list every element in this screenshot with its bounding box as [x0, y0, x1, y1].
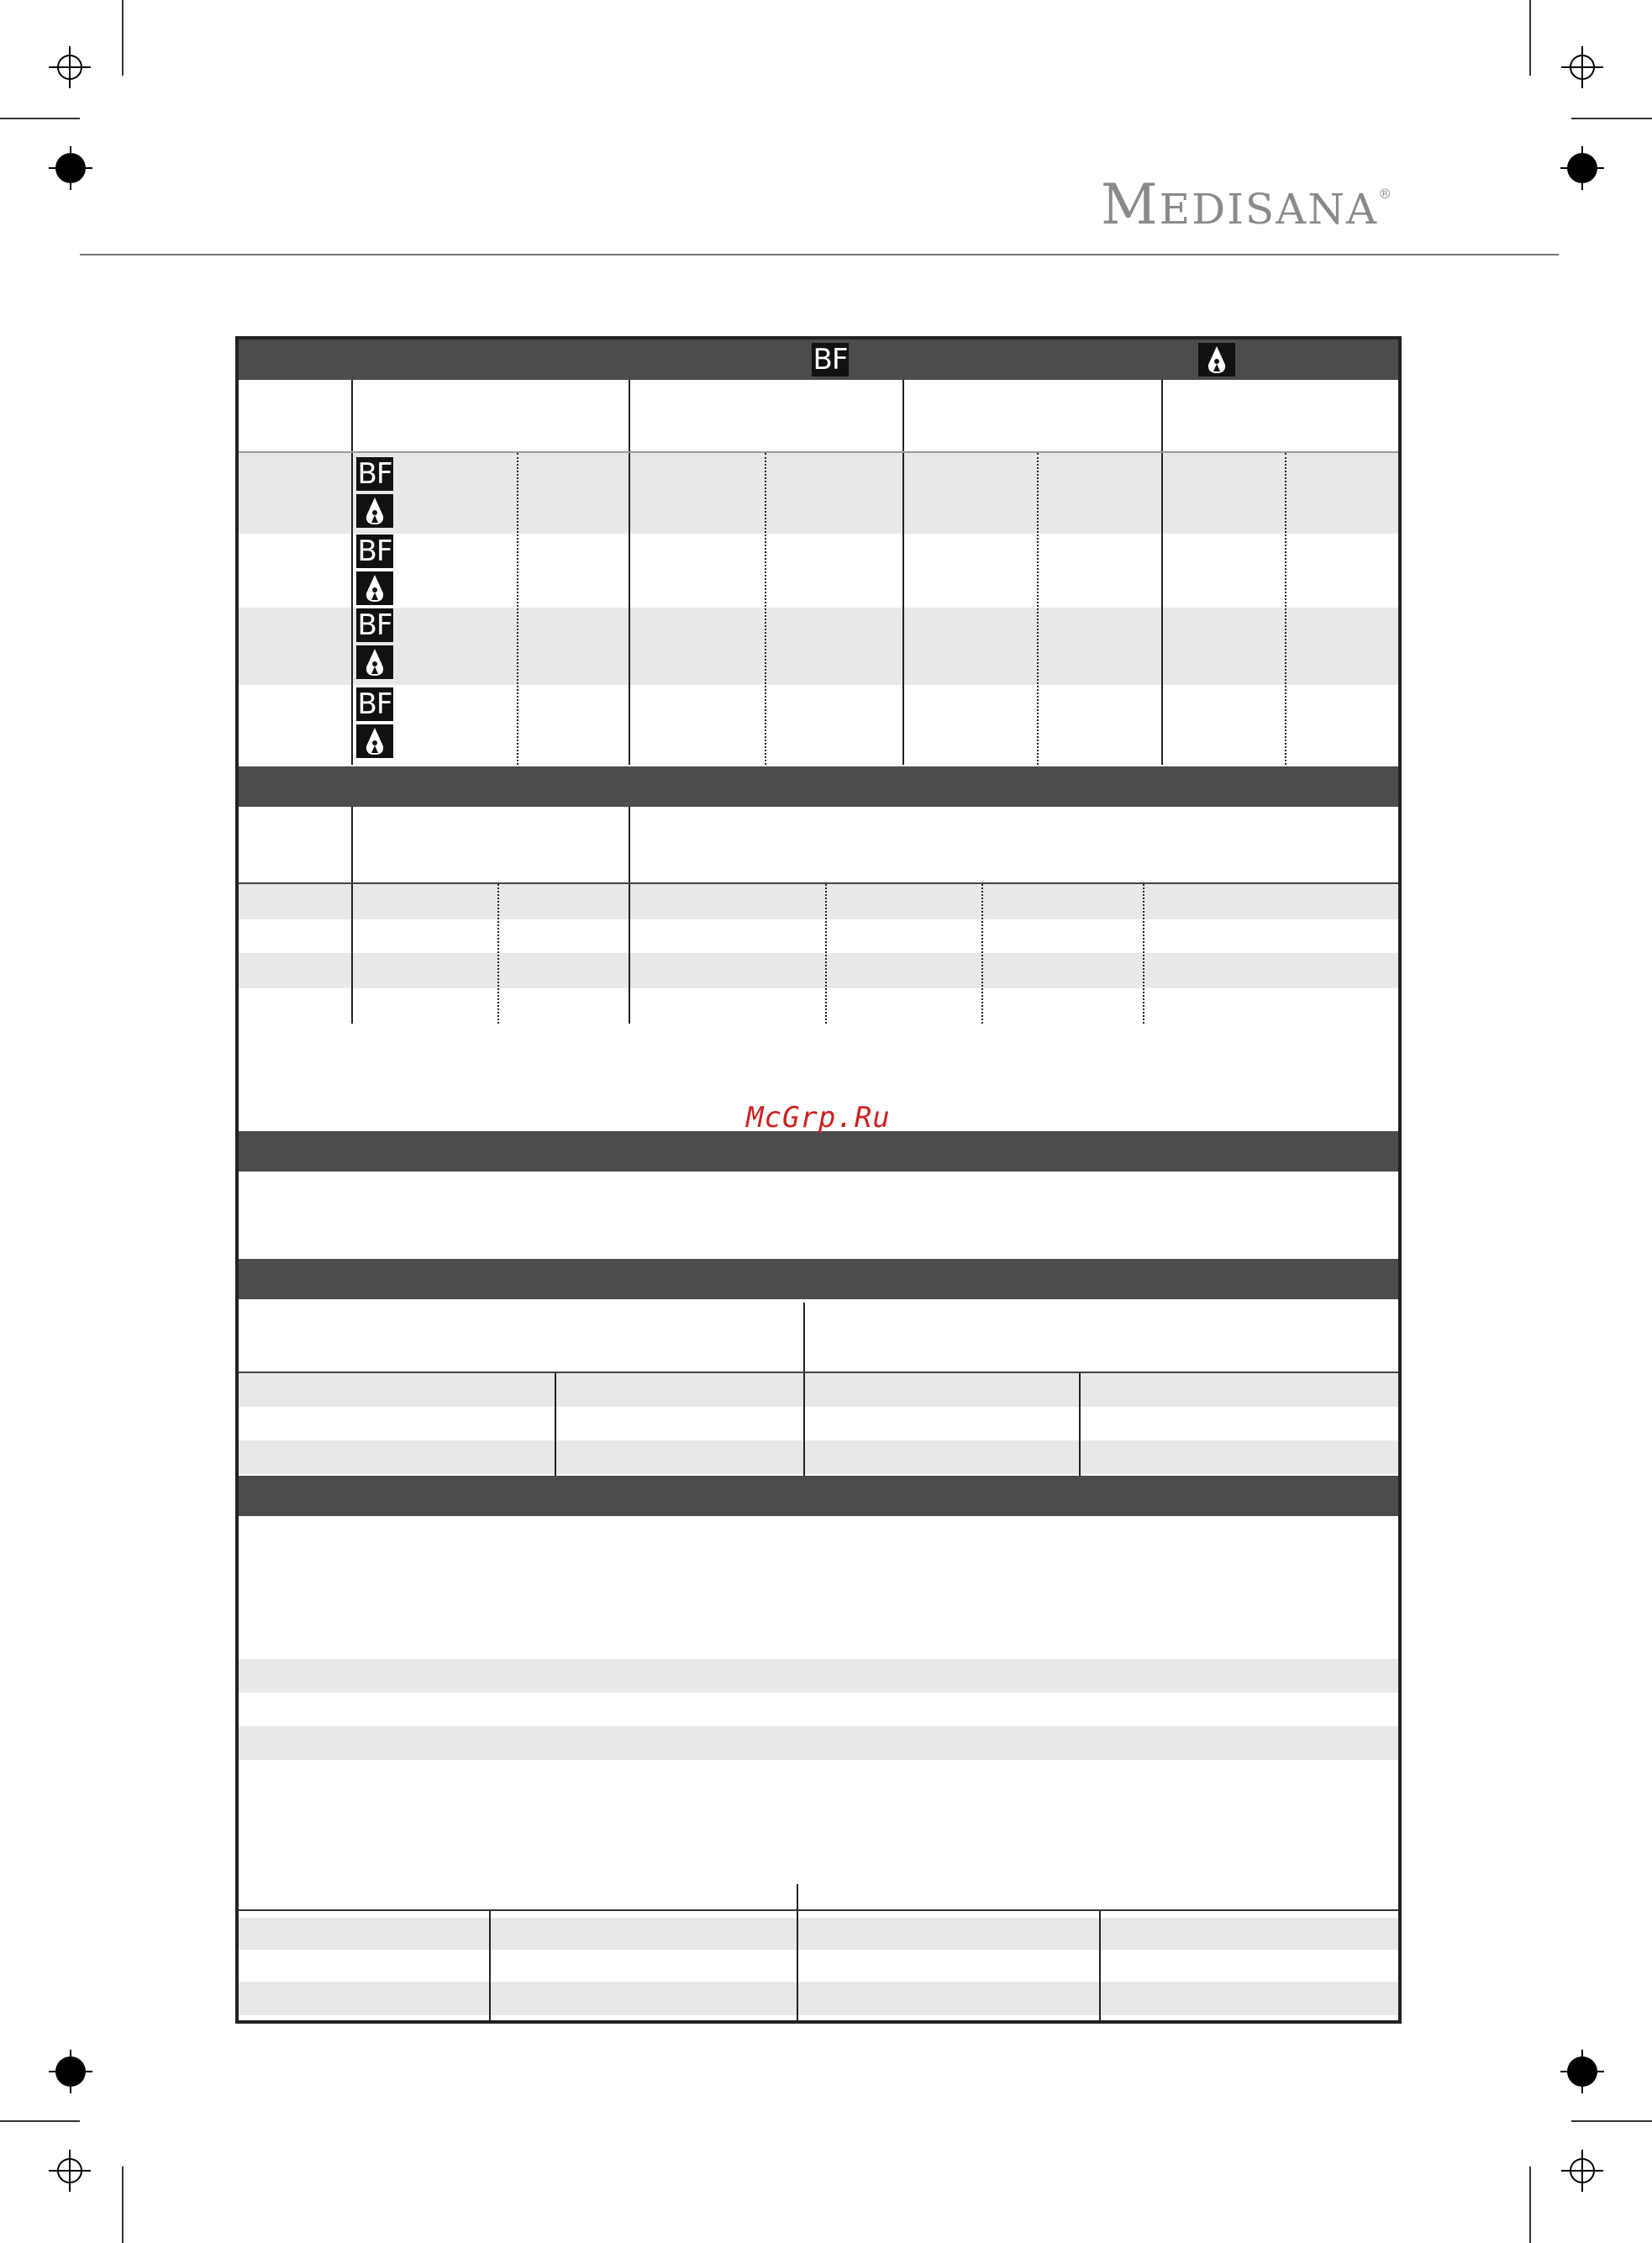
column-divider: [629, 807, 630, 882]
column-divider: [1161, 380, 1163, 451]
column-divider: [1099, 1911, 1101, 2022]
column-divider: [803, 1303, 805, 1373]
column-divider: [825, 884, 827, 1024]
table-row: [239, 1726, 1398, 1760]
crop-mark: [1571, 2120, 1652, 2122]
registration-mark-icon: [49, 2150, 91, 2192]
registration-mark-icon: [1561, 2150, 1603, 2192]
column-divider: [1079, 1373, 1081, 1476]
body-water-person-icon: [1198, 343, 1235, 376]
column-divider: [902, 453, 904, 765]
table-row: [239, 1440, 1398, 1474]
brand-initial: M: [1101, 172, 1160, 237]
column-divider: [765, 453, 766, 765]
section-header-band: [239, 1476, 1398, 1516]
body-water-person-icon: [356, 571, 393, 605]
column-divider: [803, 1373, 805, 1476]
brand-logo: [1101, 172, 1393, 237]
registration-dot-icon: [1567, 153, 1597, 183]
crop-mark: [1571, 118, 1652, 119]
column-divider: [629, 453, 630, 765]
watermark-text: McGrp.Ru: [746, 1101, 891, 1135]
body-water-person-icon: [356, 645, 393, 679]
section-header-band: [239, 766, 1398, 807]
crop-mark: [1529, 0, 1531, 76]
column-divider: [1143, 884, 1144, 1024]
table-row: [239, 608, 1398, 685]
registration-dot-icon: [1567, 2056, 1597, 2087]
body-water-person-icon: [356, 494, 393, 528]
crop-mark: [122, 2167, 124, 2243]
column-divider: [629, 884, 630, 1024]
table-row: [239, 453, 1398, 534]
table-row: [239, 1659, 1398, 1693]
column-divider: [555, 1373, 556, 1476]
body-fat-icon: BF: [357, 457, 392, 491]
column-divider: [1161, 453, 1163, 765]
table-row: [239, 1918, 1398, 1950]
column-divider: [902, 380, 904, 451]
body-fat-icon: BF: [357, 687, 392, 721]
column-divider: [351, 884, 353, 1024]
body-fat-icon: BF: [357, 608, 392, 642]
registered-mark: ®: [1378, 186, 1394, 202]
crop-mark: [0, 118, 80, 119]
brand-name: EDISANA: [1159, 185, 1379, 234]
section-header-band: [239, 340, 1398, 380]
column-divider: [497, 884, 499, 1024]
table-row: [239, 1373, 1398, 1407]
crop-mark: [122, 0, 124, 76]
data-table: [235, 336, 1402, 2024]
table-row: [239, 1982, 1398, 2015]
column-divider: [981, 884, 983, 1024]
column-divider: [351, 807, 353, 882]
column-divider: [351, 380, 353, 451]
section-header-band: [239, 1259, 1398, 1299]
column-divider: [797, 1911, 798, 2022]
registration-dot-icon: [55, 2056, 86, 2087]
header-rule: [80, 254, 1559, 255]
body-fat-icon: BF: [357, 534, 392, 568]
column-divider: [1285, 453, 1286, 765]
table-row: [239, 953, 1398, 988]
column-divider: [629, 380, 630, 451]
body-water-person-icon: [356, 724, 393, 758]
column-divider: [351, 453, 353, 765]
registration-mark-icon: [49, 46, 91, 88]
registration-mark-icon: [1561, 46, 1603, 88]
registration-dot-icon: [55, 153, 86, 183]
column-divider: [489, 1911, 491, 2022]
table-row: [239, 884, 1398, 919]
column-divider: [1037, 453, 1039, 765]
column-divider: [517, 453, 518, 765]
row-divider: [239, 1909, 1398, 1911]
column-divider: [797, 1884, 798, 1909]
section-header-band: [239, 1131, 1398, 1172]
body-fat-icon: BF: [813, 343, 848, 376]
crop-mark: [0, 2120, 80, 2122]
crop-mark: [1529, 2167, 1531, 2243]
